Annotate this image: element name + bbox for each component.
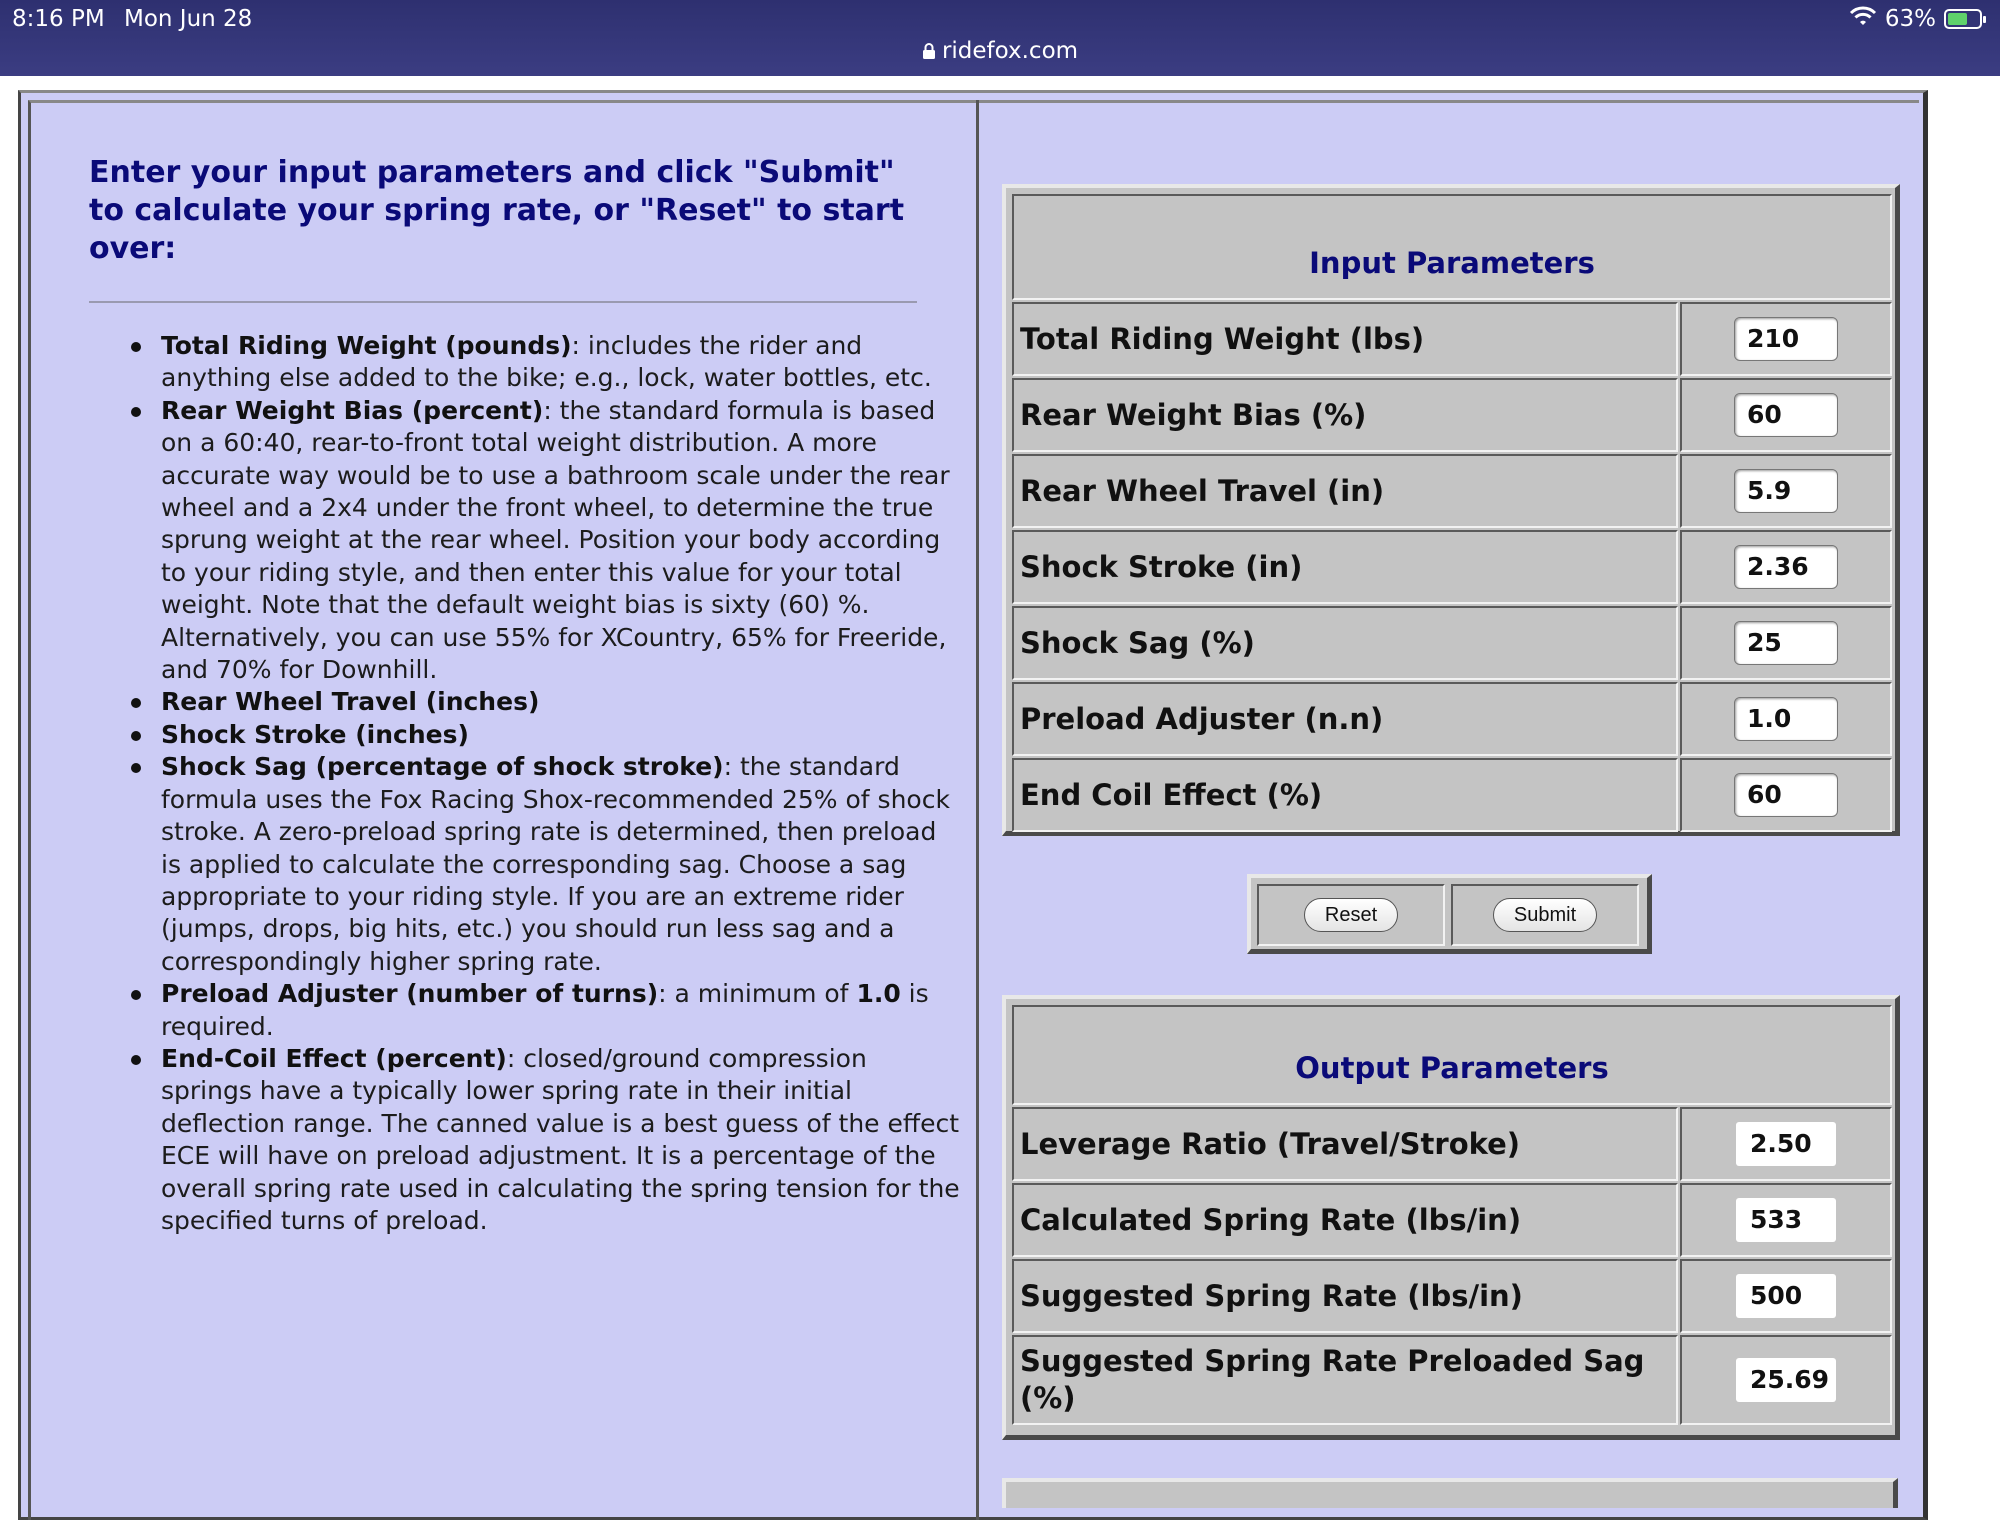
description-item	[161, 686, 961, 718]
description-term: Shock Sag (percentage of shock stroke)	[161, 752, 724, 782]
output-parameters-table	[1002, 995, 1900, 1440]
description-term: Preload Adjuster (number of turns)	[161, 979, 659, 1009]
lock-icon	[922, 40, 936, 66]
description-text: : the standard formula uses the Fox Racing Shox-recommended 25% of shock stroke. A zero-preload spring rate is determined, then preload is applied to calculate the corresponding sag. Choose a sag appropriate to your riding style. If you are an extreme rider (jumps, drops, big hits, etc.) you should run less sag and a correspondingly higher spring rate.	[161, 752, 950, 976]
input-table-title: Input Parameters	[1012, 194, 1892, 300]
column-divider	[976, 100, 979, 1520]
address-bar[interactable]	[0, 38, 2000, 66]
input-parameters-table	[1002, 184, 1900, 836]
input-label: Shock Sag (%)	[1012, 606, 1678, 680]
browser-status-bar	[0, 0, 2000, 76]
description-item	[161, 719, 961, 751]
description-term: Rear Wheel Travel (inches)	[161, 687, 540, 717]
description-text: : closed/ground compression springs have a typically lower spring rate in their initial deflection range. The canned value is a best guess of the effect ECE will have on preload adjustment. It is a percentage of the overall spring rate used in calculating the spring tension for the specified turns of preload.	[161, 1043, 960, 1235]
input-value-cell	[1680, 530, 1892, 604]
parameter-descriptions	[130, 330, 961, 1237]
description-term-value: 1.0	[856, 979, 901, 1009]
description-item	[161, 330, 961, 395]
battery-percent: 63%	[1884, 6, 1936, 32]
output-value-cell	[1680, 1259, 1892, 1333]
description-text: : includes the rider and anything else added to the bike; e.g., lock, water bottles, etc.	[161, 331, 932, 393]
input-label: End Coil Effect (%)	[1012, 758, 1678, 832]
output-value: 2.50	[1736, 1122, 1836, 1166]
input-label: Shock Stroke (in)	[1012, 530, 1678, 604]
input-field[interactable]: 60	[1734, 393, 1838, 437]
url-text: ridefox.com	[941, 38, 1079, 64]
intro-divider	[89, 301, 917, 303]
button-bar	[1247, 874, 1652, 954]
input-value-cell	[1680, 606, 1892, 680]
output-value: 500	[1736, 1274, 1836, 1318]
description-term: Shock Stroke (inches)	[161, 719, 469, 749]
output-label: Suggested Spring Rate Preloaded Sag (%)	[1012, 1335, 1678, 1425]
intro-heading: Enter your input parameters and click "Submit" to calculate your spring rate, or "Reset" to start over:	[89, 155, 905, 266]
status-date: Mon Jun 28	[124, 6, 253, 32]
input-field[interactable]: 210	[1734, 317, 1838, 361]
output-value-cell	[1680, 1107, 1892, 1181]
output-value-cell	[1680, 1183, 1892, 1257]
description-item	[161, 751, 961, 978]
input-field[interactable]: 2.36	[1734, 545, 1838, 589]
input-field[interactable]: 60	[1734, 773, 1838, 817]
output-value: 533	[1736, 1198, 1836, 1242]
next-table-edge	[1002, 1478, 1898, 1508]
battery-charging-icon	[1944, 9, 1982, 29]
input-value-cell	[1680, 302, 1892, 376]
input-field[interactable]: 5.9	[1734, 469, 1838, 513]
reset-button[interactable]: Reset	[1304, 898, 1398, 932]
input-label: Preload Adjuster (n.n)	[1012, 682, 1678, 756]
output-label: Calculated Spring Rate (lbs/in)	[1012, 1183, 1678, 1257]
description-term: Total Riding Weight (pounds)	[161, 331, 572, 360]
input-field[interactable]: 1.0	[1734, 697, 1838, 741]
input-label: Total Riding Weight (lbs)	[1012, 302, 1678, 376]
description-text: : a minimum of	[658, 979, 857, 1009]
output-value-cell	[1680, 1335, 1892, 1425]
description-text: : the standard formula is based on a 60:40, rear-to-front total weight distribution. A more accurate way would be to use a bathroom scale under the rear wheel and a 2x4 under the front wheel, to determine the true sprung weight at the rear wheel. Position your body according to your riding style, and then enter this value for your total weight. Note that the default weight bias is sixty (60) %. Alternatively, you can use 55% for XCountry, 65% for Freeride, and 70% for Downhill.	[161, 395, 950, 685]
input-value-cell	[1680, 378, 1892, 452]
description-text: is required.	[161, 979, 929, 1041]
input-value-cell	[1680, 682, 1892, 756]
description-term: End-Coil Effect (percent)	[161, 1043, 507, 1073]
status-time: 8:16 PM	[12, 6, 105, 32]
output-table-title: Output Parameters	[1012, 1005, 1892, 1105]
input-value-cell	[1680, 454, 1892, 528]
wifi-icon	[1849, 6, 1877, 32]
output-label: Suggested Spring Rate (lbs/in)	[1012, 1259, 1678, 1333]
submit-button[interactable]: Submit	[1493, 898, 1597, 932]
description-item	[161, 395, 961, 687]
input-field[interactable]: 25	[1734, 621, 1838, 665]
description-item	[161, 978, 961, 1043]
description-term: Rear Weight Bias (percent)	[161, 395, 544, 425]
input-label: Rear Weight Bias (%)	[1012, 378, 1678, 452]
output-value: 25.69	[1736, 1358, 1836, 1402]
input-value-cell	[1680, 758, 1892, 832]
output-label: Leverage Ratio (Travel/Stroke)	[1012, 1107, 1678, 1181]
input-label: Rear Wheel Travel (in)	[1012, 454, 1678, 528]
description-item	[161, 1043, 961, 1237]
